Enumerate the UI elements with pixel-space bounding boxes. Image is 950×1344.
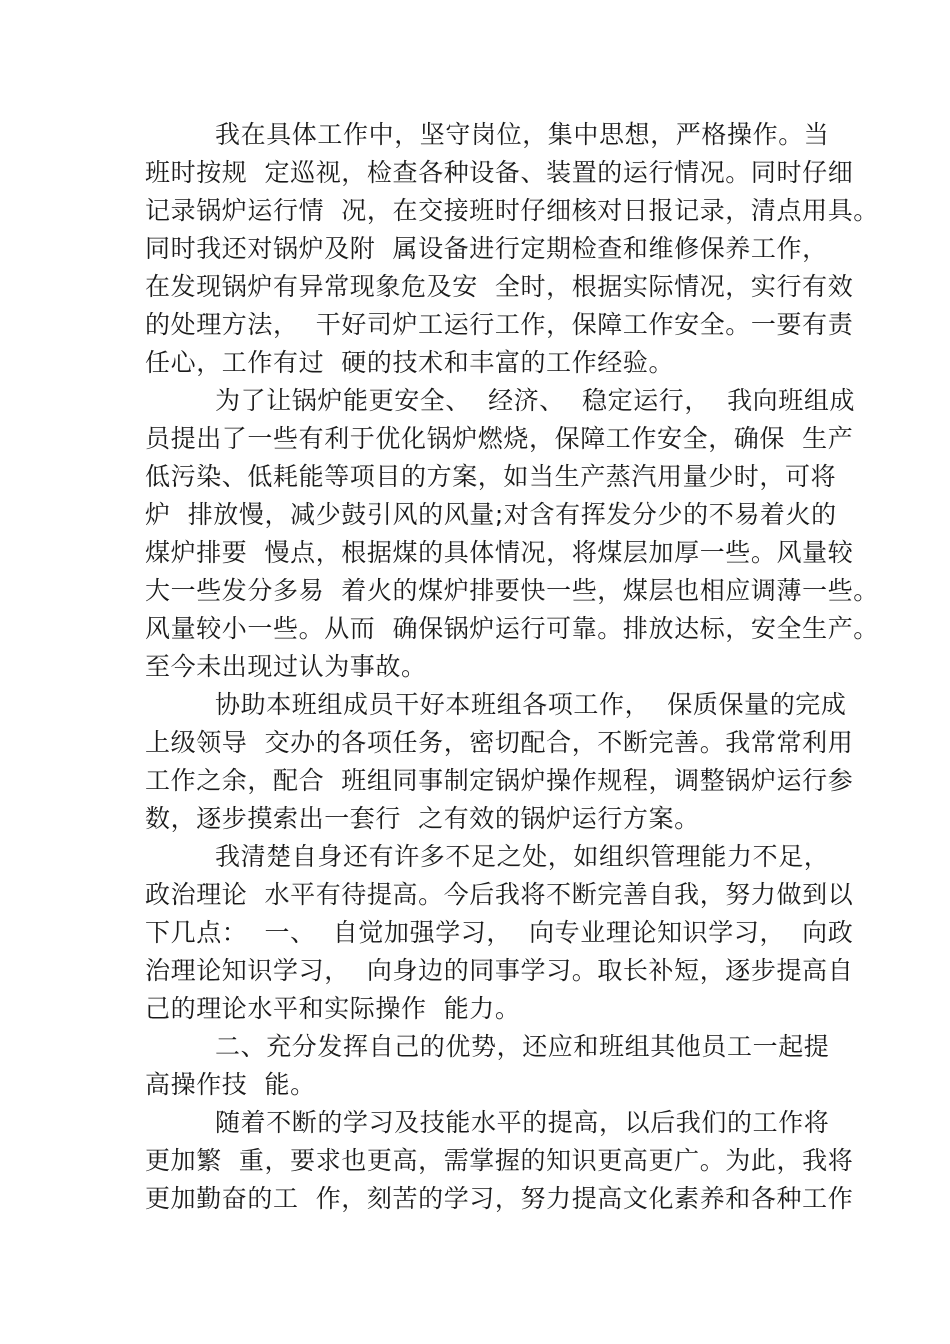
text-line: 二、充分发挥自己的优势，还应和班组其他员工一起提	[215, 1032, 830, 1061]
text-line: 我在具体工作中，坚守岗位，集中思想，严格操作。当	[215, 120, 830, 149]
text-line: 至今未出现过认为事故。	[145, 652, 427, 681]
text-line: 协助本班组成员干好本班组各项工作， 保质保量的完成	[215, 690, 847, 719]
text-line: 下几点： 一、 自觉加强学习， 向专业理论知识学习， 向政	[145, 918, 854, 947]
text-line: 我清楚自身还有许多不足之处，如组织管理能力不足，	[215, 842, 830, 871]
text-line: 工作之余，配合 班组同事制定锅炉操作规程，调整锅炉运行参	[145, 766, 854, 795]
text-line: 为了让锅炉能更安全、 经济、 稳定运行， 我向班组成	[215, 386, 856, 415]
text-line: 低污染、低耗能等项目的方案，如当生产蒸汽用量少时，可将	[145, 462, 837, 491]
text-line: 己的理论水平和实际操作 能力。	[145, 994, 521, 1023]
text-line: 更加勤奋的工 作，刻苦的学习，努力提高文化素养和各种工作	[145, 1184, 854, 1213]
text-line: 煤炉排要 慢点，根据煤的具体情况，将煤层加厚一些。风量较	[145, 538, 854, 567]
text-line: 风量较小一些。从而 确保锅炉运行可靠。排放达标，安全生产。	[145, 614, 879, 643]
text-line: 在发现锅炉有异常现象危及安 全时，根据实际情况，实行有效	[145, 272, 854, 301]
text-line: 政治理论 水平有待提高。今后我将不断完善自我，努力做到以	[145, 880, 854, 909]
text-line: 更加繁 重，要求也更高，需掌握的知识更高更广。为此，我将	[145, 1146, 854, 1175]
text-line: 任心，工作有过 硬的技术和丰富的工作经验。	[145, 348, 675, 377]
text-line: 治理论知识学习， 向身边的同事学习。取长补短，逐步提高自	[145, 956, 854, 985]
text-line: 班时按规 定巡视，检查各种设备、装置的运行情况。同时仔细	[145, 158, 854, 187]
text-line: 高操作技 能。	[145, 1070, 316, 1099]
text-line: 员提出了一些有利于优化锅炉燃烧，保障工作安全，确保 生产	[145, 424, 854, 453]
text-line: 上级领导 交办的各项任务，密切配合，不断完善。我常常利用	[145, 728, 854, 757]
text-line: 同时我还对锅炉及附 属设备进行定期检查和维修保养工作，	[145, 234, 828, 263]
text-line: 数，逐步摸索出一套行 之有效的锅炉运行方案。	[145, 804, 700, 833]
text-line: 记录锅炉运行情 况，在交接班时仔细核对日报记录，清点用具。	[145, 196, 879, 225]
text-line: 炉 排放慢，减少鼓引风的风量;对含有挥发分少的不易着火的	[145, 500, 837, 529]
text-line: 大一些发分多易 着火的煤炉排要快一些，煤层也相应调薄一些。	[145, 576, 879, 605]
text-line: 随着不断的学习及技能水平的提高，以后我们的工作将	[215, 1108, 830, 1137]
text-line: 的处理方法， 干好司炉工运行工作，保障工作安全。一要有责	[145, 310, 854, 339]
